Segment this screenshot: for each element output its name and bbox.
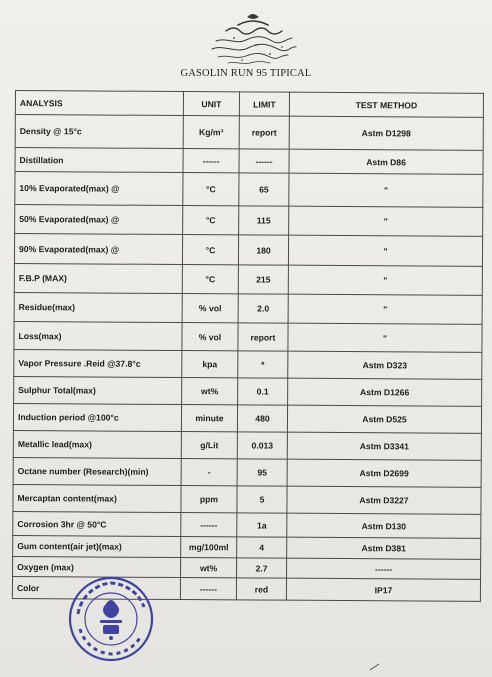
analysis-cell: Distillation	[15, 148, 183, 173]
unit-cell: Kg/m³	[183, 116, 239, 149]
test-method-cell: Astm D2699	[287, 459, 481, 487]
analysis-cell: Metallic lead(max)	[13, 430, 181, 458]
table-row	[14, 292, 482, 324]
test-method-cell: Astm D1266	[288, 378, 482, 406]
analysis-cell: Loss(max)	[14, 321, 182, 350]
limit-cell: 215	[238, 265, 288, 294]
limit-cell: 180	[238, 235, 288, 265]
unit-cell: °C	[183, 206, 239, 235]
test-method-cell: Astm D86	[289, 149, 483, 174]
limit-cell: 115	[239, 206, 289, 235]
test-method-cell: Astm D3227	[287, 486, 481, 514]
analysis-cell: Gum content(air jet)(max)	[13, 535, 181, 557]
limit-cell: 4	[237, 537, 287, 558]
unit-cell: % vol	[182, 294, 238, 323]
table-row	[15, 115, 483, 151]
analysis-cell: Induction period @100°c	[13, 403, 181, 431]
table-row	[14, 321, 482, 352]
unit-cell: ------	[183, 149, 239, 173]
analysis-cell: Sulphur Total(max)	[14, 376, 182, 404]
table-row	[13, 457, 481, 487]
limit-cell: 5	[237, 486, 287, 513]
test-method-cell: Astm D130	[287, 513, 481, 538]
table-row	[14, 263, 482, 295]
test-method-cell: Astm D525	[287, 405, 481, 433]
test-method-cell: "	[288, 323, 482, 352]
company-logo-icon	[198, 11, 308, 67]
table-header-row	[15, 91, 483, 118]
table-row	[14, 234, 482, 267]
table-row	[13, 484, 481, 514]
limit-cell: 0.013	[237, 432, 287, 459]
unit-cell: wt%	[181, 558, 237, 578]
analysis-cell: Corrosion 3hr @ 50°C	[13, 511, 181, 536]
unit-cell: -	[181, 459, 237, 486]
unit-cell: ------	[180, 578, 236, 600]
table-row	[14, 349, 482, 379]
test-method-cell: IP17	[286, 578, 480, 601]
analysis-cell: 90% Evaporated(max) @	[14, 234, 182, 265]
unit-cell: ------	[181, 513, 237, 537]
analysis-cell: Color	[12, 576, 180, 599]
analysis-cell: Octane number (Research)(min)	[13, 457, 181, 485]
unit-cell: °C	[182, 235, 238, 265]
column-header-analysis: ANALYSIS	[15, 91, 183, 116]
limit-cell: 95	[237, 459, 287, 486]
limit-cell: report	[239, 116, 289, 149]
test-method-cell: "	[289, 206, 483, 236]
test-method-cell: "	[288, 294, 482, 324]
unit-cell: ppm	[181, 486, 237, 513]
table-row	[14, 376, 482, 406]
test-method-cell: "	[288, 235, 482, 266]
limit-cell: ------	[239, 149, 289, 173]
table-row	[13, 535, 481, 559]
analysis-cell: Density @ 15°c	[15, 115, 183, 149]
column-header-unit: UNIT	[183, 92, 239, 116]
limit-cell: 1a	[237, 513, 287, 537]
limit-cell: 2.7	[237, 558, 287, 578]
test-method-cell: "	[288, 265, 482, 295]
table-row	[15, 205, 483, 237]
specification-table	[12, 90, 484, 602]
unit-cell: wt%	[182, 378, 238, 405]
analysis-cell: 50% Evaporated(max) @	[15, 205, 183, 235]
company-seal-icon	[66, 574, 156, 664]
limit-cell: *	[238, 351, 288, 378]
table-row	[13, 403, 481, 433]
unit-cell: minute	[181, 405, 237, 432]
limit-cell: 2.0	[238, 294, 288, 323]
unit-cell: mg/100ml	[181, 537, 237, 558]
limit-cell: report	[238, 323, 288, 351]
test-method-cell: Astm D381	[287, 537, 481, 559]
analysis-cell: Oxygen (max)	[13, 556, 181, 577]
unit-cell: °C	[183, 173, 239, 206]
test-method-cell: "	[289, 173, 483, 207]
test-method-cell: Astm D323	[288, 351, 482, 379]
column-header-test-method: TEST METHOD	[289, 92, 483, 117]
test-method-cell: ------	[287, 558, 481, 579]
limit-cell: 0.1	[238, 378, 288, 405]
unit-cell: kpa	[182, 351, 238, 378]
table-row	[15, 172, 483, 208]
analysis-cell: 10% Evaporated(max) @	[15, 172, 183, 206]
table-row	[15, 148, 483, 175]
limit-cell: red	[236, 578, 286, 600]
document-title: GASOLIN RUN 95 TIPICAL	[180, 68, 312, 79]
analysis-cell: Residue(max)	[14, 292, 182, 322]
column-header-limit: LIMIT	[239, 92, 289, 116]
table-row	[13, 430, 481, 460]
test-method-cell: Astm D3341	[287, 432, 481, 460]
unit-cell: % vol	[182, 323, 238, 351]
analysis-cell: F.B.P (MAX)	[14, 263, 182, 293]
analysis-cell: Vapor Pressure .Reid @37.8°c	[14, 349, 182, 377]
limit-cell: 65	[239, 173, 289, 206]
test-method-cell: Astm D1298	[289, 116, 483, 150]
pen-mark-icon	[368, 662, 382, 672]
unit-cell: g/Lit	[181, 432, 237, 459]
table-row	[13, 511, 481, 538]
limit-cell: 480	[237, 405, 287, 432]
unit-cell: °C	[182, 265, 238, 294]
analysis-cell: Mercaptan content(max)	[13, 484, 181, 512]
